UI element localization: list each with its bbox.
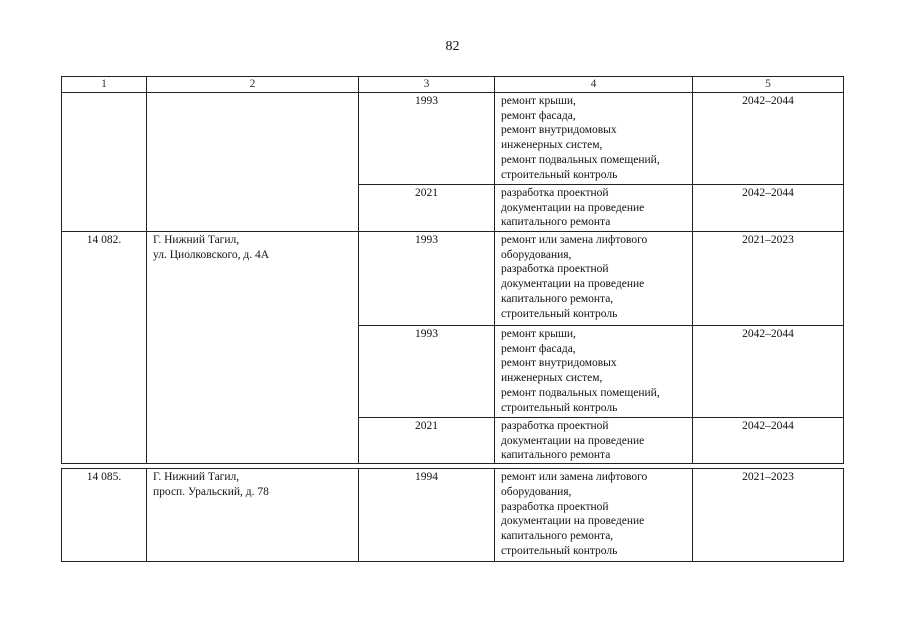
row-number-cell: 14 082. <box>62 231 147 463</box>
works-line: ремонт подвальных помещений, <box>501 386 660 399</box>
works-cell <box>495 184 693 231</box>
works-line: инженерных систем, <box>501 139 603 152</box>
works-line: разработка проектной <box>501 500 609 513</box>
works-line: разработка проектной <box>501 419 609 432</box>
page-number: 82 <box>445 39 460 54</box>
works-line: разработка проектной <box>501 263 609 276</box>
period-cell: 2042–2044 <box>693 184 844 231</box>
header-col-1: 1 <box>62 77 147 93</box>
works-line: разработка проектной <box>501 186 609 199</box>
works-line: оборудования, <box>501 485 572 498</box>
header-col-2: 2 <box>147 77 359 93</box>
works-line: строительный контроль <box>501 168 618 181</box>
table-row <box>62 469 844 562</box>
period-cell: 2021–2023 <box>693 231 844 325</box>
address-line: просп. Уральский, д. 78 <box>153 485 269 498</box>
year-cell: 1993 <box>359 325 495 417</box>
year-cell: 1993 <box>359 231 495 325</box>
works-line: строительный контроль <box>501 307 618 320</box>
works-line: документации на проведение <box>501 278 645 291</box>
address-line: ул. Циолковского, д. 4А <box>153 248 270 261</box>
works-line: ремонт фасада, <box>501 109 576 122</box>
period-cell: 2021–2023 <box>693 469 844 562</box>
address-cell <box>147 92 359 231</box>
header-col-5: 5 <box>693 77 844 93</box>
works-line: ремонт или замена лифтового <box>501 471 648 483</box>
works-cell <box>495 231 693 325</box>
works-line: ремонт внутридомовых <box>501 124 617 137</box>
works-line: инженерных систем, <box>501 372 603 385</box>
table-header-row <box>62 77 844 93</box>
works-line: капитального ремонта, <box>501 530 614 543</box>
address-cell <box>147 231 359 463</box>
works-line: ремонт крыши, <box>501 94 576 107</box>
works-line: документации на проведение <box>501 515 645 528</box>
row-number-cell: 14 085. <box>62 469 147 562</box>
row-number-cell <box>62 92 147 231</box>
address-line: Г. Нижний Тагил, <box>153 233 240 246</box>
year-cell: 1994 <box>359 469 495 562</box>
year-cell: 2021 <box>359 184 495 231</box>
works-table-continued <box>61 468 844 562</box>
works-line: ремонт фасада, <box>501 342 576 355</box>
works-line: документации на проведение <box>501 434 645 447</box>
works-line: ремонт подвальных помещений, <box>501 153 660 166</box>
year-cell: 1993 <box>359 92 495 184</box>
address-cell <box>147 469 359 562</box>
period-cell: 2042–2044 <box>693 92 844 184</box>
works-line: капитального ремонта, <box>501 292 614 305</box>
works-line: документации на проведение <box>501 201 645 214</box>
works-line: ремонт или замена лифтового <box>501 233 648 246</box>
header-col-3: 3 <box>359 77 495 93</box>
works-cell <box>495 469 693 562</box>
works-line: строительный контроль <box>501 401 618 414</box>
period-cell: 2042–2044 <box>693 325 844 417</box>
table-row <box>62 92 844 184</box>
header-col-4: 4 <box>495 77 693 93</box>
period-cell: 2042–2044 <box>693 417 844 463</box>
works-cell <box>495 92 693 184</box>
works-table <box>61 76 844 464</box>
works-line: ремонт крыши, <box>501 327 576 340</box>
table-row <box>62 231 844 325</box>
works-cell <box>495 325 693 417</box>
year-cell: 2021 <box>359 417 495 463</box>
works-cell <box>495 417 693 463</box>
works-line: ремонт внутридомовых <box>501 357 617 370</box>
works-line: строительный контроль <box>501 544 618 557</box>
address-line: Г. Нижний Тагил, <box>153 471 240 483</box>
works-line: оборудования, <box>501 248 572 261</box>
works-line: капитального ремонта <box>501 449 611 462</box>
works-line: капитального ремонта <box>501 216 611 229</box>
